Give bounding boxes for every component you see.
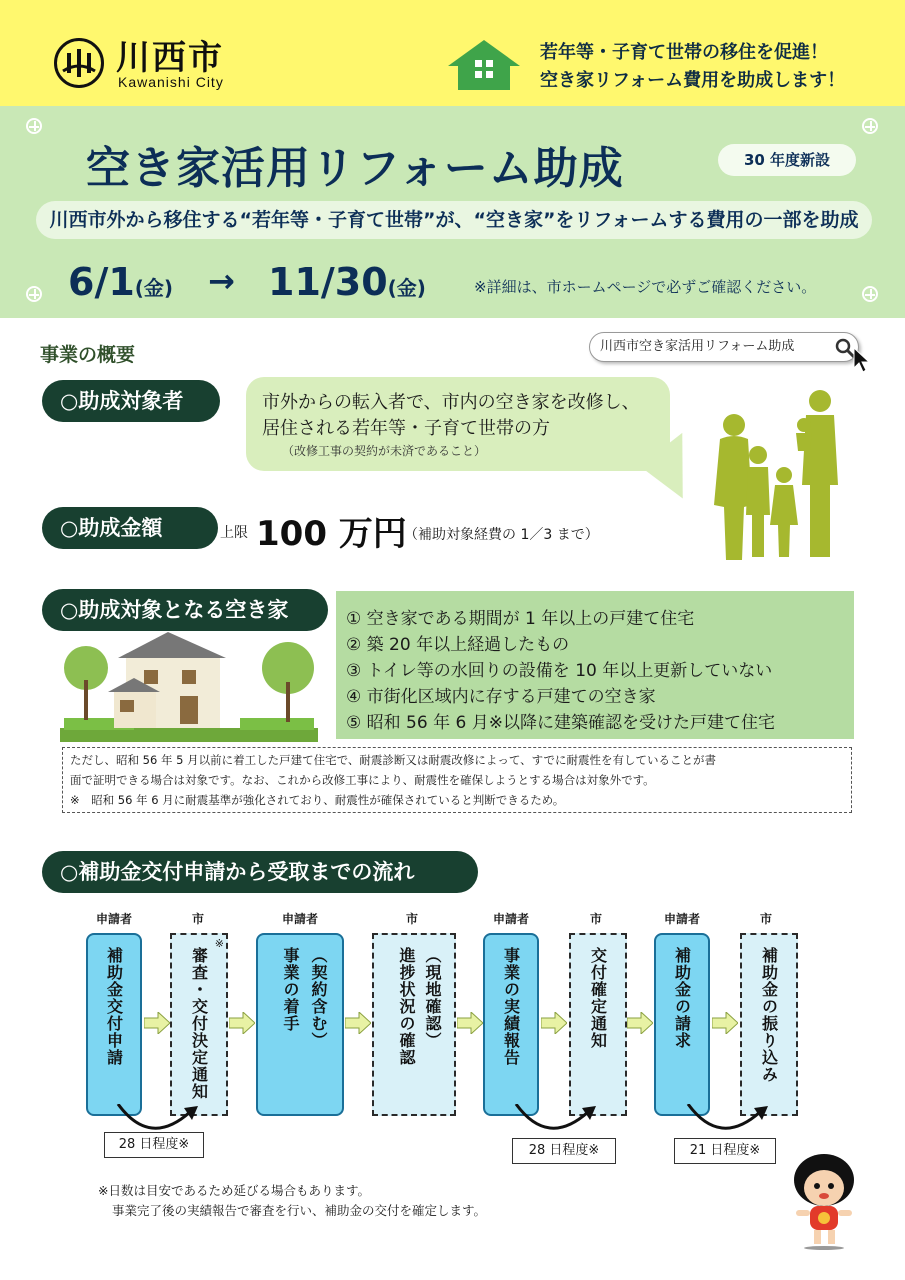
target-line-3: （改修工事の契約が未済であること） xyxy=(282,444,487,458)
duration-badge: 28 日程度※ xyxy=(512,1138,616,1164)
city-name: 川西市 xyxy=(116,38,224,78)
flow-step-text: 交付確定通知 xyxy=(588,947,608,1049)
flow-step-text: 事業の着手 xyxy=(281,947,300,1032)
flow-step-progress xyxy=(372,933,456,1116)
note-line: 面で証明できる場合は対象です。なお、これから改修工事により、耐震性を確保しようとする場合は対象外です。 xyxy=(70,773,655,787)
flow-step-sub: （現地確認） xyxy=(423,947,442,1049)
curved-arrow-icon xyxy=(110,1104,206,1134)
house-label: ○助成対象となる空き家 xyxy=(42,589,328,631)
date-end-value: 11/30 xyxy=(268,260,388,304)
flow-step-confirm xyxy=(569,933,627,1116)
flow-step-text: 補助金の振り込み xyxy=(759,947,779,1083)
crosshair-icon xyxy=(862,118,878,134)
arrow-right-icon xyxy=(541,1012,567,1034)
flow-step-report xyxy=(483,933,539,1116)
flow-step-apply xyxy=(86,933,142,1116)
criteria-item: ③ トイレ等の水回りの設備を 10 年以上更新していない xyxy=(346,661,773,681)
crosshair-icon xyxy=(26,286,42,302)
role-applicant: 申請者 xyxy=(493,912,530,926)
role-applicant: 申請者 xyxy=(282,912,319,926)
flow-step-claim xyxy=(654,933,710,1116)
house-illustration-icon xyxy=(60,630,318,742)
role-applicant: 申請者 xyxy=(96,912,133,926)
criteria-item: ① 空き家である期間が 1 年以上の戸建て住宅 xyxy=(346,609,695,629)
city-logo-icon xyxy=(54,38,104,88)
flow-step-text: 補助金の請求 xyxy=(672,947,692,1049)
arrow-right-icon xyxy=(345,1012,371,1034)
duration-badge: 21 日程度※ xyxy=(674,1138,776,1164)
city-roman-name: Kawanishi City xyxy=(118,74,224,90)
new-badge: 30 年度新設 xyxy=(718,144,856,176)
subtitle-pill: 川西市外から移住する“若年等・子育て世帯”が、“空き家”をリフォームする費用の一部を助成 xyxy=(36,201,872,239)
role-applicant: 申請者 xyxy=(664,912,701,926)
crosshair-icon xyxy=(26,118,42,134)
house-icon xyxy=(446,38,522,92)
target-line-1: 市外からの転入者で、市内の空き家を改修し、 xyxy=(262,392,640,413)
arrow-right-icon xyxy=(457,1012,483,1034)
overview-heading: 事業の概要 xyxy=(40,344,136,366)
date-end xyxy=(268,260,426,304)
arrow-right-icon xyxy=(144,1012,170,1034)
footnote: ※日数は目安であるため延びる場合もあります。 xyxy=(98,1183,370,1198)
flow-step-text: 進捗状況の確認 xyxy=(397,947,416,1066)
flow-label: ○補助金交付申請から受取までの流れ xyxy=(42,851,478,893)
search-box-illustration: 川西市空き家活用リフォーム助成 xyxy=(589,332,859,362)
promo-line-1: 若年等・子育て世帯の移住を促進！ xyxy=(540,42,828,63)
flow-step-text: 事業の実績報告 xyxy=(501,947,521,1066)
crosshair-icon xyxy=(862,286,878,302)
date-end-day: (金) xyxy=(387,276,426,300)
note-line: ※ 昭和 56 年 6 月に耐震基準が強化されており、耐震性が確保されていると判断できるため。 xyxy=(70,793,565,807)
promo-line-2: 空き家リフォーム費用を助成します！ xyxy=(540,70,846,91)
curved-arrow-icon xyxy=(508,1104,604,1134)
date-note: ※詳細は、市ホームページで必ずご確認ください。 xyxy=(474,278,817,296)
target-line-2: 居住される若年等・子育て世帯の方 xyxy=(262,418,550,439)
role-city: 市 xyxy=(760,912,773,926)
role-city: 市 xyxy=(192,912,205,926)
flow-step-transfer xyxy=(740,933,798,1116)
flow-step-sub: （契約含む） xyxy=(309,947,328,1049)
criteria-item: ④ 市街化区域内に存する戸建ての空き家 xyxy=(346,687,656,707)
criteria-item: ⑤ 昭和 56 年 6 月※以降に建築確認を受けた戸建て住宅 xyxy=(346,713,775,733)
date-start-value: 6/1 xyxy=(68,260,135,304)
flow-step-start xyxy=(256,933,344,1116)
cursor-icon xyxy=(852,346,872,374)
arrow-right-icon xyxy=(712,1012,738,1034)
duration-badge: 28 日程度※ xyxy=(104,1132,204,1158)
role-city: 市 xyxy=(590,912,603,926)
page-title: 空き家活用リフォーム助成 xyxy=(86,143,624,194)
limit-note: （補助対象経費の 1／3 まで） xyxy=(404,527,599,543)
family-silhouette-icon xyxy=(696,385,846,563)
curved-arrow-icon xyxy=(680,1104,776,1134)
target-label: ○助成対象者 xyxy=(42,380,220,422)
date-arrow: → xyxy=(208,262,235,300)
date-start-day: (金) xyxy=(134,276,174,300)
flow-step-text: 審査・交付決定通知 xyxy=(189,947,209,1100)
role-city: 市 xyxy=(406,912,419,926)
mascot-icon xyxy=(782,1150,866,1250)
flow-step-text: 補助金交付申請 xyxy=(104,947,124,1066)
footnote: 事業完了後の実績報告で審査を行い、補助金の交付を確定します。 xyxy=(112,1203,487,1218)
limit-label: 上限 xyxy=(220,525,248,541)
flow-step-review xyxy=(170,933,228,1116)
amount-label: ○助成金額 xyxy=(42,507,218,549)
flow-step-mark: ※ xyxy=(214,937,224,950)
arrow-right-icon xyxy=(627,1012,653,1034)
limit-value: 100 万円 xyxy=(256,514,407,554)
note-line: ただし、昭和 56 年 5 月以前に着工した戸建て住宅で、耐震診断又は耐震改修によって、すでに耐震性を有していることが書 xyxy=(70,753,716,767)
criteria-item: ② 築 20 年以上経過したもの xyxy=(346,635,570,655)
date-start xyxy=(68,260,173,304)
arrow-right-icon xyxy=(229,1012,255,1034)
